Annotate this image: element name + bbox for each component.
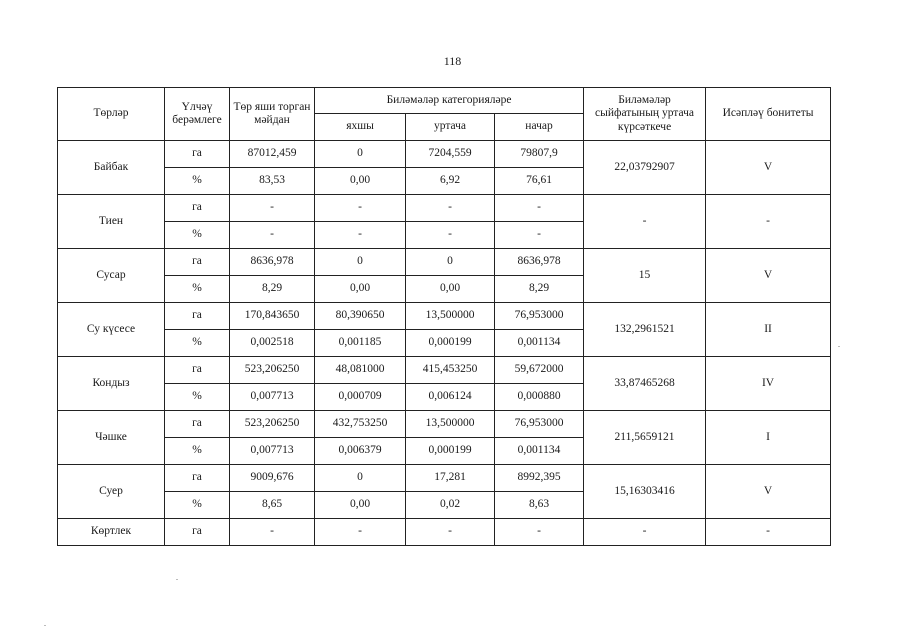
- area-cell: 8636,978: [230, 249, 315, 276]
- index-cell: 211,5659121: [584, 411, 706, 465]
- bonitet-cell: -: [706, 519, 831, 546]
- unit-cell: га: [165, 465, 230, 492]
- area-cell: -: [230, 222, 315, 249]
- area-cell: 9009,676: [230, 465, 315, 492]
- area-cell: 170,843650: [230, 303, 315, 330]
- medium-cell: 415,453250: [406, 357, 495, 384]
- good-cell: 0,00: [315, 276, 406, 303]
- poor-cell: -: [495, 195, 584, 222]
- unit-cell: га: [165, 357, 230, 384]
- bonitet-cell: II: [706, 303, 831, 357]
- unit-cell: га: [165, 519, 230, 546]
- unit-cell: %: [165, 384, 230, 411]
- poor-cell: 0,001134: [495, 438, 584, 465]
- poor-cell: 8,29: [495, 276, 584, 303]
- species-cell: Чәшке: [58, 411, 165, 465]
- poor-cell: 8,63: [495, 492, 584, 519]
- header-good: яхшы: [315, 114, 406, 141]
- header-bonitet: Исәпләү бонитеты: [706, 88, 831, 141]
- good-cell: 0: [315, 465, 406, 492]
- species-cell: Тиен: [58, 195, 165, 249]
- good-cell: 0,00: [315, 168, 406, 195]
- poor-cell: 0,000880: [495, 384, 584, 411]
- index-cell: 15,16303416: [584, 465, 706, 519]
- species-cell: Суер: [58, 465, 165, 519]
- good-cell: 432,753250: [315, 411, 406, 438]
- bonitet-cell: V: [706, 465, 831, 519]
- medium-cell: -: [406, 195, 495, 222]
- medium-cell: 6,92: [406, 168, 495, 195]
- good-cell: -: [315, 519, 406, 546]
- table-row: [58, 195, 831, 222]
- poor-cell: -: [495, 519, 584, 546]
- scan-speck: [176, 579, 178, 580]
- species-cell: Көртлек: [58, 519, 165, 546]
- good-cell: -: [315, 195, 406, 222]
- header-unit: Үлчәү берәмлеге: [165, 88, 230, 141]
- area-cell: 87012,459: [230, 141, 315, 168]
- table-row: [58, 519, 831, 546]
- good-cell: 0,001185: [315, 330, 406, 357]
- area-cell: 523,206250: [230, 411, 315, 438]
- poor-cell: 76,953000: [495, 411, 584, 438]
- unit-cell: %: [165, 222, 230, 249]
- unit-cell: %: [165, 330, 230, 357]
- medium-cell: 0,006124: [406, 384, 495, 411]
- medium-cell: 7204,559: [406, 141, 495, 168]
- good-cell: 0: [315, 249, 406, 276]
- area-cell: 523,206250: [230, 357, 315, 384]
- table-row: [58, 465, 831, 492]
- unit-cell: га: [165, 249, 230, 276]
- medium-cell: 13,500000: [406, 411, 495, 438]
- unit-cell: %: [165, 168, 230, 195]
- table-row: [58, 249, 831, 276]
- bonitet-cell: V: [706, 141, 831, 195]
- area-cell: 8,29: [230, 276, 315, 303]
- index-cell: -: [584, 519, 706, 546]
- table-row: [58, 411, 831, 438]
- scan-speck: [44, 625, 46, 626]
- table-row: [58, 141, 831, 168]
- index-cell: 33,87465268: [584, 357, 706, 411]
- good-cell: 0,00: [315, 492, 406, 519]
- medium-cell: -: [406, 222, 495, 249]
- medium-cell: 0,00: [406, 276, 495, 303]
- unit-cell: %: [165, 438, 230, 465]
- scan-speck: [838, 346, 840, 347]
- unit-cell: га: [165, 303, 230, 330]
- page-number: 118: [443, 54, 462, 68]
- header-poor: начар: [495, 114, 584, 141]
- bonitet-cell: -: [706, 195, 831, 249]
- medium-cell: -: [406, 519, 495, 546]
- medium-cell: 0,000199: [406, 438, 495, 465]
- area-cell: -: [230, 519, 315, 546]
- good-cell: 0,006379: [315, 438, 406, 465]
- area-cell: 0,002518: [230, 330, 315, 357]
- species-cell: Су күсесе: [58, 303, 165, 357]
- habitat-bonitet-table: [57, 87, 831, 546]
- unit-cell: га: [165, 411, 230, 438]
- poor-cell: 76,953000: [495, 303, 584, 330]
- area-cell: 8,65: [230, 492, 315, 519]
- poor-cell: 8992,395: [495, 465, 584, 492]
- species-cell: Байбак: [58, 141, 165, 195]
- bonitet-cell: V: [706, 249, 831, 303]
- unit-cell: га: [165, 195, 230, 222]
- medium-cell: 0,02: [406, 492, 495, 519]
- index-cell: 22,03792907: [584, 141, 706, 195]
- medium-cell: 0,000199: [406, 330, 495, 357]
- good-cell: 80,390650: [315, 303, 406, 330]
- header-medium: уртача: [406, 114, 495, 141]
- medium-cell: 0: [406, 249, 495, 276]
- header-species: Төрләр: [58, 88, 165, 141]
- medium-cell: 13,500000: [406, 303, 495, 330]
- area-cell: 83,53: [230, 168, 315, 195]
- poor-cell: 79807,9: [495, 141, 584, 168]
- unit-cell: %: [165, 492, 230, 519]
- good-cell: 0: [315, 141, 406, 168]
- species-cell: Кондыз: [58, 357, 165, 411]
- good-cell: 0,000709: [315, 384, 406, 411]
- header-quality-index: Биләмәләр сыйфатының уртача күрсәткече: [584, 88, 706, 141]
- index-cell: 132,2961521: [584, 303, 706, 357]
- area-cell: 0,007713: [230, 438, 315, 465]
- area-cell: -: [230, 195, 315, 222]
- bonitet-cell: IV: [706, 357, 831, 411]
- poor-cell: 8636,978: [495, 249, 584, 276]
- header-categories-group: Биләмәләр категорияләре: [315, 88, 584, 114]
- poor-cell: -: [495, 222, 584, 249]
- poor-cell: 59,672000: [495, 357, 584, 384]
- bonitet-cell: I: [706, 411, 831, 465]
- index-cell: -: [584, 195, 706, 249]
- area-cell: 0,007713: [230, 384, 315, 411]
- poor-cell: 76,61: [495, 168, 584, 195]
- species-cell: Сусар: [58, 249, 165, 303]
- unit-cell: %: [165, 276, 230, 303]
- unit-cell: га: [165, 141, 230, 168]
- medium-cell: 17,281: [406, 465, 495, 492]
- header-habitat-area: Төр яши торган мәйдан: [230, 88, 315, 141]
- table-row: [58, 357, 831, 384]
- good-cell: -: [315, 222, 406, 249]
- index-cell: 15: [584, 249, 706, 303]
- poor-cell: 0,001134: [495, 330, 584, 357]
- good-cell: 48,081000: [315, 357, 406, 384]
- table-row: [58, 303, 831, 330]
